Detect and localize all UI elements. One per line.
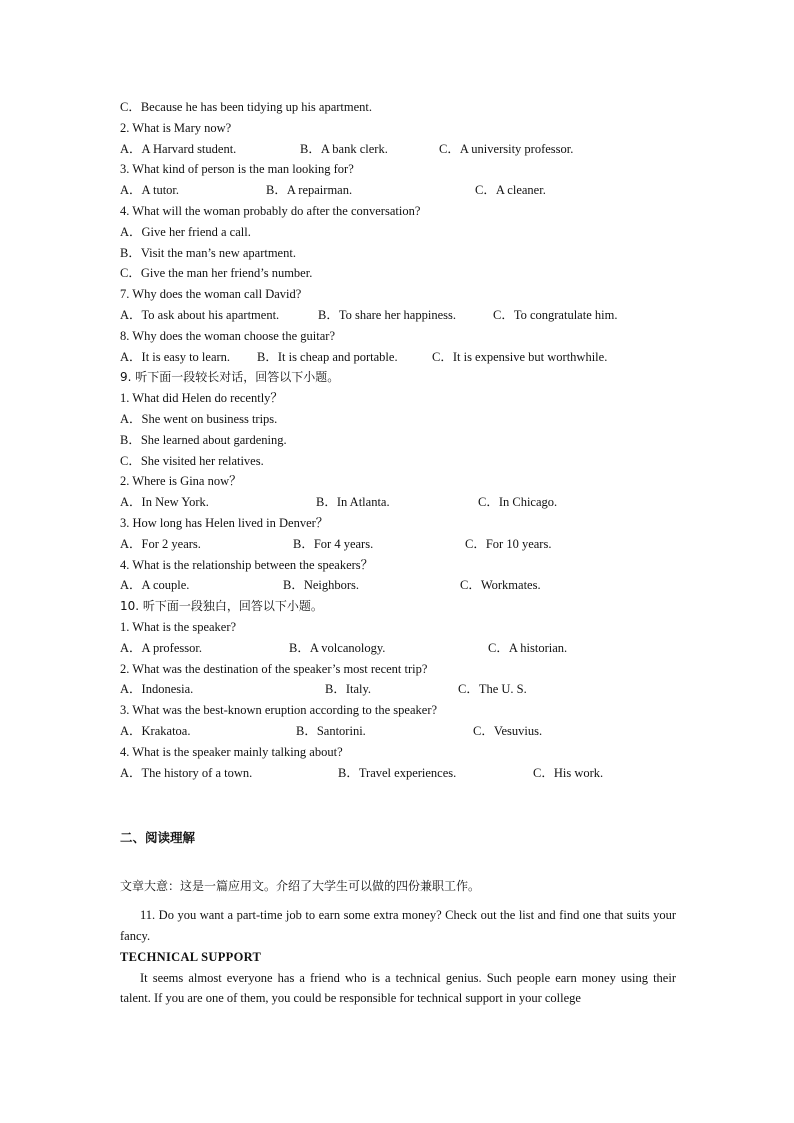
section-10-instruction: 10. 听下面一段独白，回答以下小题。 (120, 599, 323, 614)
question-text: 4. What is the relationship between the speakers？ (120, 557, 374, 572)
question-text: 4. What will the woman probably do after the conversation? (120, 203, 421, 218)
question-7 (120, 284, 676, 305)
option-c: C．His work. (533, 765, 604, 780)
options-3 (120, 180, 676, 201)
option-c: C．Give the man her friend’s number. (120, 266, 313, 281)
option-a: A．A professor. (120, 640, 202, 655)
options-9-4 (120, 575, 676, 596)
option-c: C．In Chicago. (478, 495, 558, 510)
option-line (120, 409, 676, 430)
options-8 (120, 347, 676, 368)
article-heading: TECHNICAL SUPPORT (120, 949, 262, 964)
options-10-4 (120, 763, 676, 784)
question-10-1 (120, 617, 676, 638)
question-9-2 (120, 471, 676, 492)
option-a: A．Indonesia. (120, 682, 194, 697)
question-9-1 (120, 388, 676, 409)
options-2 (120, 139, 676, 160)
option-line (120, 263, 676, 284)
option-b: B．It is cheap and portable. (257, 349, 398, 364)
option-a: A．The history of a town. (120, 765, 253, 780)
question-9-4 (120, 555, 676, 576)
option-b: B．For 4 years. (293, 536, 374, 551)
question-text: 7. Why does the woman call David? (120, 287, 302, 302)
option-c: C．It is expensive but worthwhile. (432, 349, 608, 364)
option-line (120, 451, 676, 472)
options-9-2 (120, 492, 676, 513)
reading-intro: 11. Do you want a part-time job to earn some extra money? Check out the list and find one that suits your fancy. (120, 908, 676, 944)
option-c: C．The U. S. (458, 682, 527, 697)
question-3 (120, 159, 676, 180)
option-a: A．She went on business trips. (120, 411, 278, 426)
option-c: C．She visited her relatives. (120, 453, 264, 468)
option-a: A．It is easy to learn. (120, 349, 231, 364)
options-10-1 (120, 638, 676, 659)
option-b: B．Neighbors. (283, 578, 360, 593)
question-2 (120, 118, 676, 139)
option-c: C．Vesuvius. (473, 723, 543, 738)
option-c: C．Because he has been tidying up his apartment. (120, 100, 373, 114)
section-title: 二、阅读理解 (120, 830, 196, 846)
question-10-4 (120, 742, 676, 763)
question-10-3 (120, 700, 676, 721)
options-9-3 (120, 534, 676, 555)
question-4 (120, 201, 676, 222)
question-text: 8. Why does the woman choose the guitar? (120, 328, 335, 343)
option-line (120, 243, 676, 264)
question-9-3 (120, 513, 676, 534)
option-a: A．In New York. (120, 495, 209, 510)
question-text: 2. What was the destination of the speaker’s most recent trip? (120, 661, 428, 676)
section-9-instruction: 9. 听下面一段较长对话，回答以下小题。 (120, 370, 340, 385)
question-text: 3. How long has Helen lived in Denver？ (120, 515, 329, 530)
option-line (120, 222, 676, 243)
option-c: C．To congratulate him. (493, 307, 618, 322)
option-b: B．Santorini. (296, 723, 366, 738)
option-b: B．A repairman. (266, 183, 353, 198)
question-text: 1. What did Helen do recently？ (120, 391, 283, 406)
article-summary: 文章大意：这是一篇应用文。介绍了大学生可以做的四份兼职工作。 (120, 879, 481, 894)
option-c: C．A cleaner. (475, 183, 546, 198)
option-b: B．She learned about gardening. (120, 432, 287, 447)
option-line (120, 430, 676, 451)
article-paragraph: It seems almost everyone has a friend who is a technical genius. Such people earn money using their talent. If you are one of them, you could be responsible for technical support in your college (120, 970, 676, 1006)
option-c: C．A historian. (488, 640, 568, 655)
option-a: A．For 2 years. (120, 536, 201, 551)
question-8 (120, 326, 676, 347)
options-10-2 (120, 679, 676, 700)
option-a: A．A Harvard student. (120, 141, 237, 156)
option-b: B．Visit the man’s new apartment. (120, 245, 296, 260)
options-7 (120, 305, 676, 326)
question-10-2 (120, 659, 676, 680)
option-b: B．To share her happiness. (318, 307, 456, 322)
option-b: B．Travel experiences. (338, 765, 457, 780)
option-a: A．A tutor. (120, 183, 180, 198)
option-a: A．Krakatoa. (120, 723, 191, 738)
option-a: A．To ask about his apartment. (120, 307, 280, 322)
option-line (120, 97, 676, 118)
document-content (120, 97, 676, 1009)
option-b: B．A volcanology. (289, 640, 386, 655)
option-b: B．A bank clerk. (300, 141, 388, 156)
option-a: A．A couple. (120, 578, 190, 593)
question-text: 3. What kind of person is the man looking for? (120, 162, 354, 177)
question-text: 4. What is the speaker mainly talking about? (120, 744, 343, 759)
options-10-3 (120, 721, 676, 742)
question-text: 2. Where is Gina now？ (120, 474, 242, 489)
option-c: C．A university professor. (439, 141, 574, 156)
option-c: C．Workmates. (460, 578, 541, 593)
question-text: 3. What was the best-known eruption according to the speaker? (120, 703, 438, 718)
question-text: 2. What is Mary now? (120, 120, 232, 135)
option-b: B．Italy. (325, 682, 372, 697)
question-text: 1. What is the speaker? (120, 619, 237, 634)
option-b: B．In Atlanta. (316, 495, 390, 510)
option-c: C．For 10 years. (465, 536, 552, 551)
option-a: A．Give her friend a call. (120, 224, 251, 239)
